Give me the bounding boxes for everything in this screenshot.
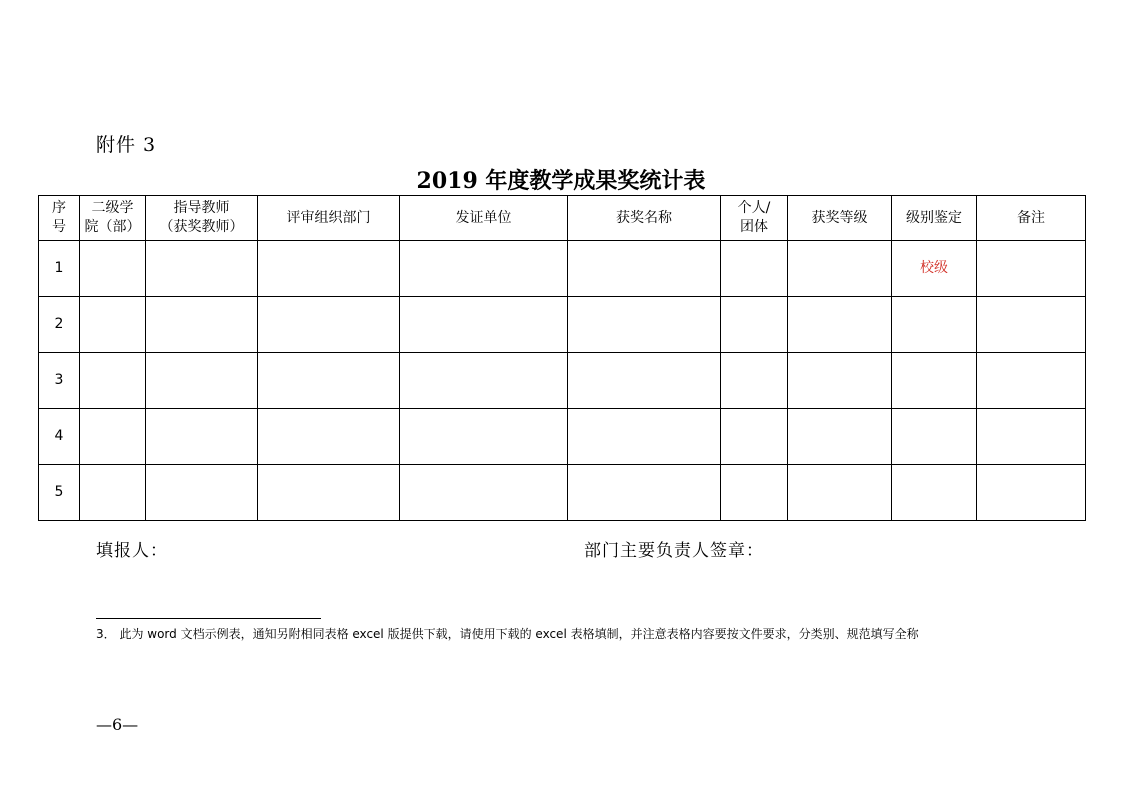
cell-award-name[interactable] — [568, 409, 721, 465]
page-number: —6— — [96, 715, 139, 734]
cell-level[interactable] — [892, 297, 977, 353]
header-remarks: 备注 — [977, 196, 1086, 241]
cell-seq: 3 — [39, 353, 80, 409]
footnote: 3． 此为 word 文档示例表，通知另附相同表格 excel 版提供下载，请使用下载的 excel 表格填制，并注意表格内容要按文件要求，分类别、规范填写全称 — [96, 627, 919, 641]
header-teacher-line2: （获奖教师） — [159, 219, 244, 235]
cell-type[interactable] — [721, 241, 788, 297]
cell-type[interactable] — [721, 465, 788, 521]
cell-issuer[interactable] — [400, 409, 568, 465]
header-teacher — [146, 196, 258, 241]
cell-review-org[interactable] — [258, 465, 400, 521]
header-award-grade: 获奖等级 — [788, 196, 892, 241]
cell-teacher[interactable] — [146, 297, 258, 353]
cell-type[interactable] — [721, 409, 788, 465]
cell-type[interactable] — [721, 353, 788, 409]
cell-review-org[interactable] — [258, 409, 400, 465]
cell-remarks[interactable] — [977, 297, 1086, 353]
cell-teacher[interactable] — [146, 353, 258, 409]
header-type — [721, 196, 788, 241]
cell-issuer[interactable] — [400, 465, 568, 521]
cell-seq: 4 — [39, 409, 80, 465]
award-statistics-table — [38, 195, 1086, 521]
cell-remarks[interactable] — [977, 409, 1086, 465]
cell-award-name[interactable] — [568, 353, 721, 409]
table-header-row — [39, 196, 1086, 241]
cell-review-org[interactable] — [258, 241, 400, 297]
filler-label: 填报人： — [96, 541, 168, 561]
table-row — [39, 241, 1086, 297]
header-seq — [39, 196, 80, 241]
attachment-label: 附件 3 — [96, 134, 157, 156]
cell-award-grade[interactable] — [788, 241, 892, 297]
cell-teacher[interactable] — [146, 465, 258, 521]
cell-remarks[interactable] — [977, 465, 1086, 521]
header-teacher-line1: 指导教师 — [173, 200, 230, 216]
page-title: 2019 年度教学成果奖统计表 — [416, 168, 706, 194]
cell-seq: 2 — [39, 297, 80, 353]
cell-college[interactable] — [80, 241, 146, 297]
cell-issuer[interactable] — [400, 241, 568, 297]
cell-award-name[interactable] — [568, 241, 721, 297]
cell-issuer[interactable] — [400, 353, 568, 409]
cell-issuer[interactable] — [400, 297, 568, 353]
cell-remarks[interactable] — [977, 353, 1086, 409]
header-college-line1: 二级学 — [91, 200, 134, 216]
cell-teacher[interactable] — [146, 409, 258, 465]
cell-type[interactable] — [721, 297, 788, 353]
header-college — [80, 196, 146, 241]
header-seq-line1: 序 — [52, 200, 66, 216]
cell-level[interactable]: 校级 — [892, 241, 977, 297]
cell-award-grade[interactable] — [788, 409, 892, 465]
cell-college[interactable] — [80, 297, 146, 353]
cell-level[interactable] — [892, 465, 977, 521]
header-college-line2: 院（部） — [84, 219, 141, 235]
cell-college[interactable] — [80, 353, 146, 409]
cell-award-grade[interactable] — [788, 465, 892, 521]
cell-award-grade[interactable] — [788, 297, 892, 353]
department-head-signature-label: 部门主要负责人签章： — [584, 541, 764, 561]
cell-award-grade[interactable] — [788, 353, 892, 409]
cell-award-name[interactable] — [568, 465, 721, 521]
cell-teacher[interactable] — [146, 241, 258, 297]
table-row — [39, 465, 1086, 521]
header-type-line1: 个人/ — [737, 200, 771, 216]
cell-review-org[interactable] — [258, 297, 400, 353]
cell-college[interactable] — [80, 409, 146, 465]
footnote-divider — [96, 618, 321, 619]
cell-college[interactable] — [80, 465, 146, 521]
header-issuer: 发证单位 — [400, 196, 568, 241]
cell-level[interactable] — [892, 409, 977, 465]
header-seq-line2: 号 — [52, 219, 66, 235]
table-row — [39, 409, 1086, 465]
cell-seq: 1 — [39, 241, 80, 297]
header-review-org: 评审组织部门 — [258, 196, 400, 241]
cell-seq: 5 — [39, 465, 80, 521]
table-row — [39, 353, 1086, 409]
cell-review-org[interactable] — [258, 353, 400, 409]
table-row — [39, 297, 1086, 353]
cell-remarks[interactable] — [977, 241, 1086, 297]
header-type-line2: 团体 — [740, 219, 768, 235]
header-level: 级别鉴定 — [892, 196, 977, 241]
header-award-name: 获奖名称 — [568, 196, 721, 241]
cell-award-name[interactable] — [568, 297, 721, 353]
cell-level[interactable] — [892, 353, 977, 409]
